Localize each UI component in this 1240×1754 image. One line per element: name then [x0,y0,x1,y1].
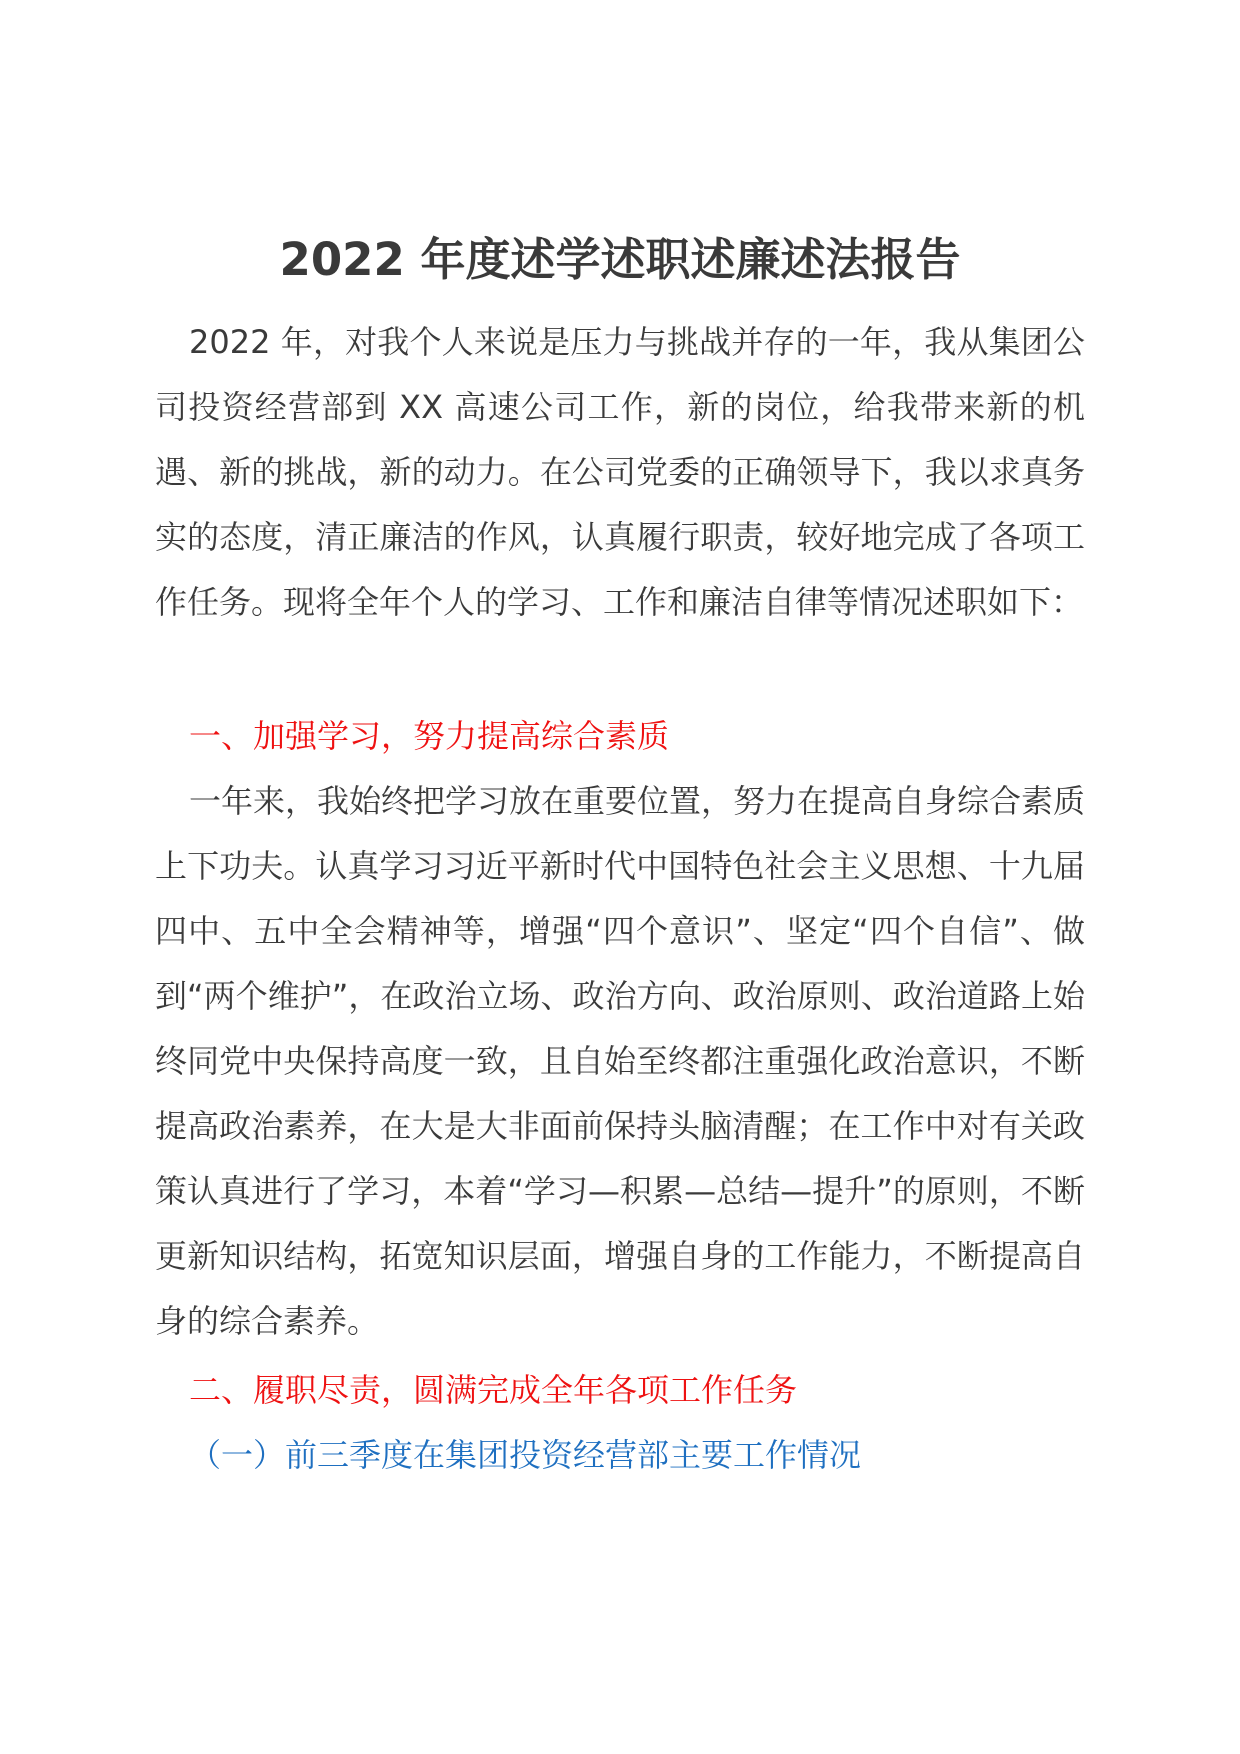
section-heading-study: 一、加强学习，努力提高综合素质 [189,717,670,755]
intro-paragraph: 2022 年，对我个人来说是压力与挑战并存的一年，我从集团公司投资经营部到 XX 高速公司工作，新的岗位，给我带来新的机遇、新的挑战，新的动力。在公司党委的正确领导下，我以求真务实的态度，清正廉洁的作风，认真履行职责，较好地完成了各项工作任务。现将全年个人的学习、工作和廉洁自律等情况述职如下： [155,323,1085,621]
document-title: 2022 年度述学述职述廉述法报告 [279,233,961,286]
section-heading-duties: 二、履职尽责，圆满完成全年各项工作任务 [189,1371,798,1409]
study-paragraph: 一年来，我始终把学习放在重要位置，努力在提高自身综合素质上下功夫。认真学习习近平新时代中国特色社会主义思想、十九届四中、五中全会精神等，增强“四个意识”、坚定“四个自信”、做到“两个维护”，在政治立场、政治方向、政治原则、政治道路上始终同党中央保持高度一致，且自始至终都注重强化政治意识，不断提高政治素养，在大是大非面前保持头脑清醒；在工作中对有关政策认真进行了学习，本着“学习—积累—总结—提升”的原则，不断更新知识结构，拓宽知识层面，增强自身的工作能力，不断提高自身的综合素养。 [155,782,1086,1340]
subsection-heading-first: （一）前三季度在集团投资经营部主要工作情况 [189,1436,862,1474]
